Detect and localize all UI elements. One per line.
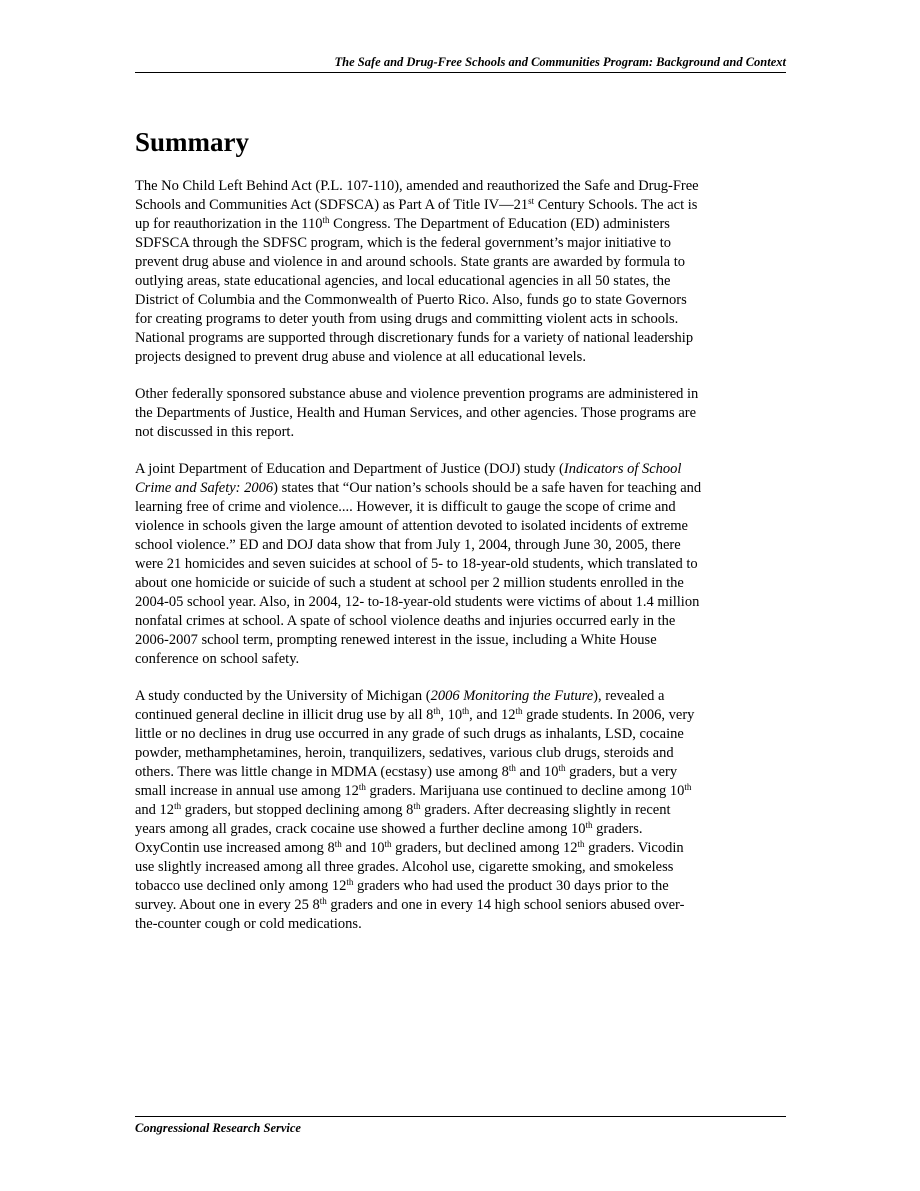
paragraph-line — [135, 706, 786, 725]
ordinal-suffix: th — [322, 215, 330, 225]
text-run: and 12 — [135, 802, 175, 818]
ordinal-suffix: th — [413, 801, 421, 811]
paragraph-line — [135, 574, 786, 593]
italic-title: Indicators of School — [563, 461, 682, 477]
footer-rule — [135, 1116, 786, 1117]
footer-text: Congressional Research Service — [135, 1121, 301, 1135]
paragraph-line — [135, 801, 786, 820]
text-run: others. There was little change in MDMA (ecstasy) use among 8 — [135, 764, 509, 780]
paragraph-line — [135, 460, 786, 479]
paragraph-line — [135, 385, 786, 404]
paragraph — [135, 177, 786, 367]
text-run: graders. — [592, 821, 643, 837]
text-run: A study conducted by the University of Michigan ( — [135, 688, 431, 704]
text-run: OxyContin use increased among 8 — [135, 840, 335, 856]
paragraph-line — [135, 915, 786, 934]
paragraph-line — [135, 555, 786, 574]
paragraph-line — [135, 215, 786, 234]
text-run: graders, but stopped declining among 8 — [181, 802, 414, 818]
ordinal-suffix: th — [334, 839, 342, 849]
paragraph-line — [135, 404, 786, 423]
text-run: ) states that “Our nation’s schools should be a safe haven for teaching and — [273, 480, 702, 496]
text-run: and 10 — [341, 840, 385, 856]
text-run: graders, but a very — [565, 764, 678, 780]
text-run: little or no declines in drug use occurred in any grade of such drugs as inhalants, LSD, cocaine — [135, 726, 684, 742]
text-run: , and 12 — [469, 707, 516, 723]
paragraph — [135, 460, 786, 669]
text-run: violence in schools given the large amount of attention devoted to isolated incidents of extreme — [135, 518, 688, 534]
text-run: graders. Marijuana use continued to decline among 10 — [365, 783, 685, 799]
ordinal-suffix: th — [358, 782, 366, 792]
paragraph — [135, 385, 786, 442]
italic-title: 2006 Monitoring the Future — [430, 688, 594, 704]
text-run: prevent drug abuse and violence in and around schools. State grants are awarded by formula to — [135, 254, 686, 270]
paragraph-line — [135, 517, 786, 536]
ordinal-suffix: th — [508, 763, 516, 773]
paragraph-line — [135, 858, 786, 877]
italic-title: Crime and Safety: 2006 — [135, 480, 274, 496]
paragraph — [135, 687, 786, 934]
paragraph-line — [135, 820, 786, 839]
paragraph-line — [135, 593, 786, 612]
paragraph-line — [135, 272, 786, 291]
paragraph-line — [135, 612, 786, 631]
text-run: and 10 — [515, 764, 559, 780]
text-run: graders and one in every 14 high school seniors abused over- — [326, 897, 685, 913]
paragraph-line — [135, 310, 786, 329]
text-run: The No Child Left Behind Act (P.L. 107-110), amended and reauthorized the Safe and Drug-Free — [135, 178, 699, 194]
paragraph-line — [135, 763, 786, 782]
paragraph-line — [135, 348, 786, 367]
text-run: up for reauthorization in the 110 — [135, 216, 323, 232]
paragraph-line — [135, 631, 786, 650]
text-run: tobacco use declined only among 12 — [135, 878, 347, 894]
text-run: 2004-05 school year. Also, in 2004, 12- to-18-year-old students were victims of about 1.4 million — [135, 594, 700, 610]
text-run: graders. After decreasing slightly in recent — [420, 802, 671, 818]
text-run: about one homicide or suicide of such a student at school per 2 million students enrolled in the — [135, 575, 684, 591]
text-run: Century Schools. The act is — [534, 197, 698, 213]
ordinal-suffix: th — [174, 801, 182, 811]
text-run: graders, but declined among 12 — [391, 840, 578, 856]
text-run: Congress. The Department of Education (ED) administers — [329, 216, 670, 232]
text-run: small increase in annual use among 12 — [135, 783, 359, 799]
text-run: years among all grades, crack cocaine use showed a further decline among 10 — [135, 821, 586, 837]
paragraph-line — [135, 177, 786, 196]
ordinal-suffix: th — [433, 706, 441, 716]
text-run: , 10 — [440, 707, 463, 723]
text-run: ), revealed a — [593, 688, 665, 704]
paragraph-line — [135, 839, 786, 858]
text-run: graders. Vicodin — [584, 840, 684, 856]
text-run: grade students. In 2006, very — [522, 707, 695, 723]
paragraph-line — [135, 291, 786, 310]
paragraph-line — [135, 782, 786, 801]
text-run: A joint Department of Education and Department of Justice (DOJ) study ( — [135, 461, 564, 477]
text-run: for creating programs to deter youth from using drugs and committing violent acts in schools. — [135, 311, 679, 327]
paragraph-line — [135, 196, 786, 215]
text-run: outlying areas, state educational agencies, and local educational agencies in all 50 states, the — [135, 273, 671, 289]
paragraph-line — [135, 234, 786, 253]
text-run: survey. About one in every 25 8 — [135, 897, 320, 913]
text-run: use slightly increased among all three grades. Alcohol use, cigarette smoking, and smokeless — [135, 859, 674, 875]
ordinal-suffix: th — [346, 877, 354, 887]
text-run: graders who had used the product 30 days prior to the — [353, 878, 669, 894]
text-run: Other federally sponsored substance abuse and violence prevention programs are administered in — [135, 386, 699, 402]
paragraph-line — [135, 423, 786, 442]
paragraph-line — [135, 650, 786, 669]
text-run: continued general decline in illicit drug use by all 8 — [135, 707, 434, 723]
text-run: the Departments of Justice, Health and Human Services, and other agencies. Those programs are — [135, 405, 697, 421]
paragraph-line — [135, 687, 786, 706]
body-text — [135, 177, 786, 952]
text-run: were 21 homicides and seven suicides at school of 5- to 18-year-old students, which translated to — [135, 556, 698, 572]
ordinal-suffix: th — [384, 839, 392, 849]
ordinal-suffix: th — [577, 839, 585, 849]
page-title: Summary — [135, 127, 249, 157]
paragraph-line — [135, 744, 786, 763]
text-run: not discussed in this report. — [135, 424, 295, 440]
text-run: nonfatal crimes at school. A spate of school violence deaths and injuries occurred early in the — [135, 613, 676, 629]
text-run: SDFSCA through the SDFSC program, which is the federal government’s major initiative to — [135, 235, 672, 251]
running-header: The Safe and Drug-Free Schools and Communities Program: Background and Context — [334, 55, 786, 69]
text-run: Schools and Communities Act (SDFSCA) as Part A of Title IV—21 — [135, 197, 529, 213]
ordinal-suffix: th — [684, 782, 692, 792]
text-run: projects designed to prevent drug abuse and violence at all educational levels. — [135, 349, 586, 365]
text-run: National programs are supported through discretionary funds for a variety of national leadership — [135, 330, 694, 346]
ordinal-suffix: th — [585, 820, 593, 830]
text-run: the-counter cough or cold medications. — [135, 916, 362, 932]
paragraph-line — [135, 896, 786, 915]
header-rule — [135, 72, 786, 73]
paragraph-line — [135, 329, 786, 348]
text-run: District of Columbia and the Commonwealth of Puerto Rico. Also, funds go to state Governors — [135, 292, 687, 308]
ordinal-suffix: th — [558, 763, 566, 773]
ordinal-suffix: th — [515, 706, 523, 716]
text-run: learning free of crime and violence.... However, it is difficult to gauge the scope of crime and — [135, 499, 676, 515]
text-run: school violence.” ED and DOJ data show that from July 1, 2004, through June 30, 2005, there — [135, 537, 681, 553]
text-run: powder, methamphetamines, heroin, tranquilizers, sedatives, various club drugs, steroids and — [135, 745, 674, 761]
paragraph-line — [135, 725, 786, 744]
text-run: conference on school safety. — [135, 651, 300, 667]
paragraph-line — [135, 253, 786, 272]
paragraph-line — [135, 536, 786, 555]
ordinal-suffix: th — [462, 706, 470, 716]
text-run: 2006-2007 school term, prompting renewed interest in the issue, including a White House — [135, 632, 657, 648]
ordinal-suffix: th — [319, 896, 327, 906]
paragraph-line — [135, 498, 786, 517]
paragraph-line — [135, 479, 786, 498]
paragraph-line — [135, 877, 786, 896]
ordinal-suffix: st — [528, 196, 535, 206]
